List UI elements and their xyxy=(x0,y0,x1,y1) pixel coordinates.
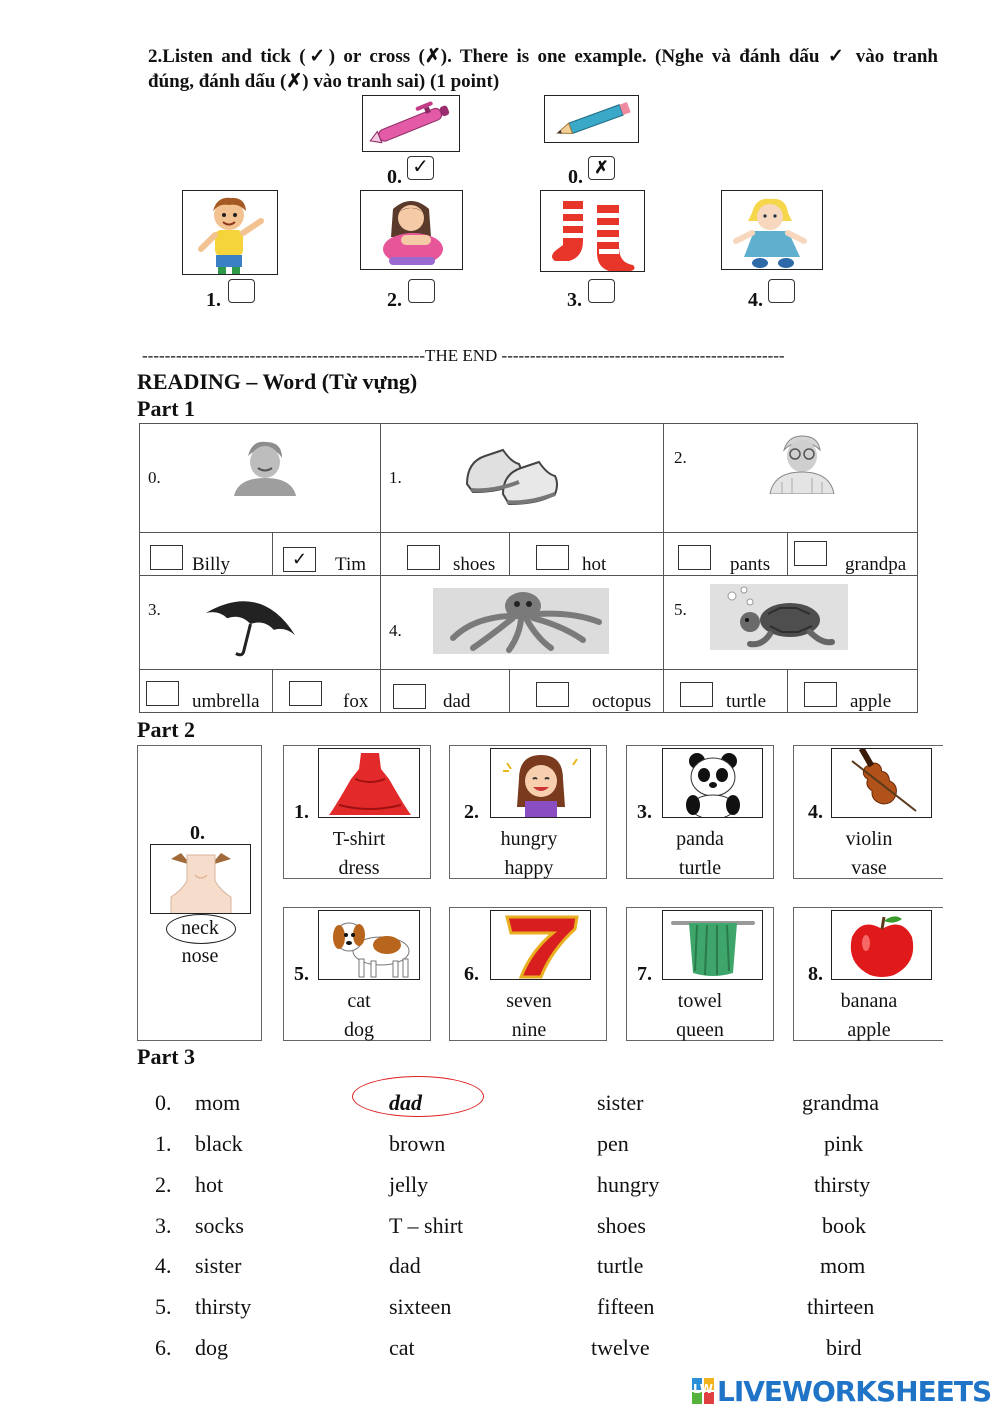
p3-word[interactable]: sixteen xyxy=(389,1294,452,1319)
shoes-icon xyxy=(463,442,563,510)
p3-number: 0. xyxy=(155,1090,172,1115)
p1-option-label: hot xyxy=(582,554,607,575)
p2-example-word: nose xyxy=(181,945,219,967)
p1-option-label: Billy xyxy=(192,554,231,575)
p3-word[interactable]: sister xyxy=(597,1090,644,1115)
p1-option-label: apple xyxy=(850,691,892,712)
happy-girl-picture xyxy=(490,748,591,818)
instruction-line-2: đúng, đánh dấu (✗) vào tranh sai) (1 point) xyxy=(148,71,500,92)
liveworksheets-logo xyxy=(692,1376,991,1406)
p2-word[interactable]: nine xyxy=(511,1019,547,1041)
p3-word[interactable]: T – shirt xyxy=(389,1213,464,1238)
p2-word[interactable]: happy xyxy=(504,857,554,879)
p1-option-box[interactable] xyxy=(680,682,713,707)
p1-num: 4. xyxy=(389,621,402,640)
instruction-line-1: 2.Listen and tick (✓) or cross (✗). There is one example. (Nghe và đánh dấu ✓ vào tranh xyxy=(148,46,938,67)
p1-opt-cell xyxy=(509,669,664,713)
p1-cell-0 xyxy=(139,423,381,533)
p1-opt-cell xyxy=(787,669,918,713)
p1-num: 3. xyxy=(148,600,161,619)
p1-opt-cell xyxy=(380,532,510,576)
reading-title: READING – Word (Từ vựng) xyxy=(137,369,418,394)
the-end-divider: --------------------------------------------------THE END -------------------------------------------------- xyxy=(142,346,785,365)
socks-picture xyxy=(540,190,645,272)
number-seven-picture xyxy=(490,910,591,980)
umbrella-icon xyxy=(198,594,302,658)
p1-num: 5. xyxy=(674,600,687,619)
p3-word[interactable]: sister xyxy=(195,1253,242,1278)
item-number: 4. xyxy=(748,289,763,311)
p3-word[interactable]: socks xyxy=(195,1213,244,1238)
part1-title: Part 1 xyxy=(137,396,196,421)
p2-word[interactable]: violin xyxy=(845,828,893,850)
apple-picture xyxy=(831,910,932,980)
p1-option-box[interactable] xyxy=(289,681,322,706)
p1-option-label: octopus xyxy=(592,691,652,712)
p1-option-box-checked[interactable] xyxy=(283,547,316,572)
towel-picture xyxy=(662,910,763,980)
liveworksheets-wordmark: LIVEWORKSHEETS xyxy=(717,1374,992,1408)
p3-number: 4. xyxy=(155,1253,172,1278)
p2-number: 5. xyxy=(294,963,309,985)
p2-card-3 xyxy=(626,745,774,879)
p3-word[interactable]: dog xyxy=(195,1335,228,1360)
check-mark-icon: ✓ xyxy=(291,549,308,569)
p2-card-7 xyxy=(626,907,774,1041)
p2-word[interactable]: apple xyxy=(847,1019,891,1041)
p2-card-5 xyxy=(283,907,431,1041)
p1-cell-2 xyxy=(663,423,918,533)
p2-word[interactable]: turtle xyxy=(678,857,722,879)
p3-number: 1. xyxy=(155,1131,172,1156)
part2-title: Part 2 xyxy=(137,717,196,742)
boy-picture xyxy=(182,190,278,275)
p2-number: 8. xyxy=(808,963,823,985)
dress-picture xyxy=(318,748,420,818)
answer-box-1[interactable] xyxy=(228,279,255,303)
p2-word[interactable]: towel xyxy=(677,990,723,1012)
p1-option-label: shoes xyxy=(453,554,496,575)
grandpa-icon xyxy=(762,432,842,494)
listening-instruction xyxy=(148,44,938,94)
p2-word[interactable]: banana xyxy=(840,990,898,1012)
neck-picture xyxy=(150,844,251,914)
p2-card-2 xyxy=(449,745,607,879)
p3-word[interactable]: thirteen xyxy=(807,1294,875,1319)
p1-num: 0. xyxy=(148,468,161,487)
p1-option-box[interactable] xyxy=(678,545,711,570)
p3-word[interactable]: jelly xyxy=(389,1172,429,1197)
p3-word[interactable]: mom xyxy=(195,1090,241,1115)
p1-option-label: Tim xyxy=(335,554,366,575)
item-number: 2. xyxy=(387,289,402,311)
p2-word[interactable]: panda xyxy=(676,828,724,850)
p2-card-4 xyxy=(793,745,943,879)
p3-word[interactable]: turtle xyxy=(597,1253,644,1278)
p1-option-label: grandpa xyxy=(845,554,907,575)
p2-number: 2. xyxy=(464,801,479,823)
turtle-icon xyxy=(710,584,848,650)
p1-option-box[interactable] xyxy=(150,545,183,570)
p3-number: 3. xyxy=(155,1213,172,1238)
p2-word[interactable]: vase xyxy=(851,857,887,879)
example-tick-box xyxy=(407,156,434,180)
p3-word[interactable]: pen xyxy=(597,1131,629,1156)
sad-girl-picture xyxy=(360,190,463,270)
p2-number: 1. xyxy=(294,801,309,823)
tick-mark: ✓ xyxy=(412,156,429,178)
p3-word[interactable]: twelve xyxy=(591,1335,650,1360)
dog-picture xyxy=(318,910,420,980)
p3-word[interactable]: cat xyxy=(389,1335,415,1360)
p2-word[interactable]: dress xyxy=(338,857,380,879)
p2-example-card xyxy=(137,745,262,1041)
p2-word[interactable]: dog xyxy=(344,1019,374,1041)
answer-box-2[interactable] xyxy=(408,279,435,303)
p3-word[interactable]: hot xyxy=(195,1172,224,1197)
p1-num: 2. xyxy=(674,448,687,467)
p3-number: 2. xyxy=(155,1172,172,1197)
p1-cell-4 xyxy=(380,575,664,670)
p3-word[interactable]: pink xyxy=(824,1131,864,1156)
p1-option-label: umbrella xyxy=(192,691,260,712)
p2-word[interactable]: seven xyxy=(506,990,552,1012)
pencil-picture xyxy=(544,95,639,143)
p2-word[interactable]: cat xyxy=(347,990,371,1012)
p1-cell-1 xyxy=(380,423,664,533)
answer-box-4[interactable] xyxy=(768,279,795,303)
p1-opt-cell xyxy=(139,532,273,576)
violin-picture xyxy=(831,748,932,818)
p1-opt-cell xyxy=(380,669,510,713)
p2-number: 3. xyxy=(637,801,652,823)
example-number: 0. xyxy=(568,166,583,188)
cross-mark: ✗ xyxy=(594,158,609,177)
p3-number: 5. xyxy=(155,1294,172,1319)
p1-opt-cell xyxy=(663,532,788,576)
p1-opt-cell xyxy=(272,532,381,576)
p3-word[interactable]: shoes xyxy=(597,1213,646,1238)
p1-option-label: pants xyxy=(730,554,771,575)
p1-option-label: turtle xyxy=(726,691,767,712)
example-cross-box xyxy=(588,156,615,180)
doll-picture xyxy=(721,190,823,270)
p2-card-1 xyxy=(283,745,431,879)
p3-word-selected[interactable]: dad xyxy=(389,1090,422,1115)
p3-word[interactable]: thirsty xyxy=(814,1172,871,1197)
panda-picture xyxy=(662,748,763,818)
p1-option-label: fox xyxy=(343,691,369,712)
p1-option-box[interactable] xyxy=(393,684,426,709)
p1-option-box[interactable] xyxy=(536,682,569,707)
p1-opt-cell xyxy=(787,532,918,576)
p3-number: 6. xyxy=(155,1335,172,1360)
p1-num: 1. xyxy=(389,468,402,487)
p1-option-label: dad xyxy=(443,691,471,712)
p2-word[interactable]: queen xyxy=(676,1019,724,1041)
p1-opt-cell xyxy=(509,532,664,576)
liveworksheets-badge-icon xyxy=(692,1378,714,1404)
p3-word[interactable]: grandma xyxy=(802,1090,879,1115)
p1-option-box[interactable] xyxy=(407,545,440,570)
p1-option-box[interactable] xyxy=(804,682,837,707)
item-number: 1. xyxy=(206,289,221,311)
p3-word[interactable]: brown xyxy=(389,1131,446,1156)
p2-word[interactable]: hungry xyxy=(500,828,558,850)
octopus-icon xyxy=(433,588,609,654)
p2-number: 4. xyxy=(808,801,823,823)
p1-opt-cell xyxy=(272,669,381,713)
pen-picture xyxy=(362,95,460,152)
p2-example-number: 0. xyxy=(190,822,205,844)
p1-option-box[interactable] xyxy=(536,545,569,570)
p1-option-box[interactable] xyxy=(794,541,827,566)
p2-card-6 xyxy=(449,907,607,1041)
p1-option-box[interactable] xyxy=(146,681,179,706)
p3-word[interactable]: fifteen xyxy=(597,1294,655,1319)
p3-word[interactable]: mom xyxy=(820,1253,866,1278)
p1-opt-cell xyxy=(139,669,273,713)
boy-face-icon xyxy=(228,438,300,496)
item-number: 3. xyxy=(567,289,582,311)
p2-word[interactable]: T-shirt xyxy=(332,828,386,850)
p2-number: 6. xyxy=(464,963,479,985)
p2-example-word: neck xyxy=(181,917,219,939)
p3-word[interactable]: dad xyxy=(389,1253,421,1278)
answer-box-3[interactable] xyxy=(588,279,615,303)
part3-title: Part 3 xyxy=(137,1044,196,1069)
p1-cell-3 xyxy=(139,575,381,670)
p1-opt-cell xyxy=(663,669,788,713)
p3-word[interactable]: bird xyxy=(826,1335,862,1360)
p3-word[interactable]: book xyxy=(822,1213,866,1238)
example-number: 0. xyxy=(387,166,402,188)
p2-card-8 xyxy=(793,907,943,1041)
p3-word[interactable]: black xyxy=(195,1131,243,1156)
p1-cell-5 xyxy=(663,575,918,670)
p3-word[interactable]: hungry xyxy=(597,1172,660,1197)
p2-number: 7. xyxy=(637,963,652,985)
p3-word[interactable]: thirsty xyxy=(195,1294,252,1319)
badge-text: LW xyxy=(693,1382,713,1396)
